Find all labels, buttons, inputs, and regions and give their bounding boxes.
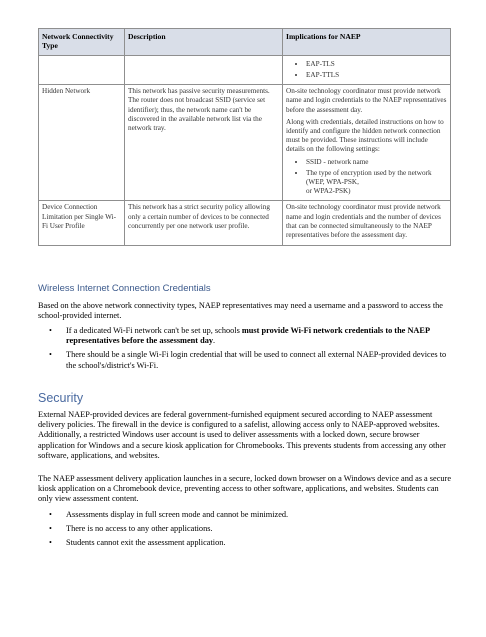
- cell-type: Device Connection Limitation per Single Wi-Fi User Profile: [39, 201, 125, 246]
- bullet-icon: •: [49, 524, 52, 534]
- table-row-continued: [39, 55, 451, 84]
- list-item: • SSID - network name: [306, 158, 447, 167]
- bullet-icon: •: [49, 326, 52, 335]
- bullet-icon: •: [49, 538, 52, 548]
- cell-implications: [283, 85, 451, 201]
- security-bullet-list: [38, 510, 452, 553]
- wireless-intro-paragraph: Based on the above network connectivity types, NAEP representatives may need a username and a password to access the school-provided internet.: [38, 301, 443, 321]
- list-item: • EAP-TLS: [306, 60, 447, 69]
- wireless-bullet-list: [38, 326, 452, 375]
- security-paragraph-1: External NAEP-provided devices are federal government-furnished equipment secured according to NAEP assessment delivery policies. The firewall in the device is configured to a safelist, allowing access only to NAEP-approved websites. Additionally, a restricted Windows user account is used to deliver assessments with a locked down, secure browser application for Windows and a secure kiosk application for Chromebooks. This prevents students from accessing any other software, applications, and websites.: [38, 410, 446, 460]
- bullet-icon: •: [49, 350, 52, 360]
- list-item: • EAP-TTLS: [306, 71, 447, 80]
- list-item: • Students cannot exit the assessment application.: [49, 538, 226, 548]
- cell-type: Hidden Network: [39, 85, 125, 201]
- list-item: • If a dedicated Wi-Fi network can't be set up, schools must provide Wi-Fi network credentials to the NAEP representatives before the assessment day.: [49, 326, 430, 346]
- security-paragraph-2: The NAEP assessment delivery application launches in a secure, locked down browser on a Windows device and as a secure kiosk application on a Chromebook device, preventing access to other software, applications, and websites. Students can only view assessment content.: [38, 474, 451, 504]
- table-row-hidden-network: [39, 85, 451, 201]
- table-row-device-limitation: [39, 201, 451, 246]
- cell-empty: [39, 55, 125, 84]
- list-item: • There should be a single Wi-Fi login credential that will be used to connect all external NAEP-provided devices to the school's/district's Wi-Fi.: [49, 350, 447, 370]
- wireless-credentials-heading: Wireless Internet Connection Credentials: [38, 283, 211, 294]
- header-description: Description: [125, 29, 283, 56]
- cell-implications: [283, 201, 451, 246]
- bullet-icon: •: [49, 510, 52, 519]
- security-heading: Security: [38, 391, 84, 405]
- list-item: • There is no access to any other applications.: [49, 524, 213, 534]
- header-network-type: Network Connectivity Type: [39, 29, 125, 56]
- network-connectivity-table: [38, 28, 451, 246]
- cell-description: This network has a strict security policy allowing only a certain number of devices to be connected concurrently per one network user profile.: [125, 201, 283, 246]
- cell-continued-implications: [283, 55, 451, 84]
- table-header-row: [39, 29, 451, 56]
- implication-text: Along with credentials, detailed instructions on how to identify and configure the hidden network connection must be provided. These instructions will include details on the following settings:: [286, 117, 444, 154]
- list-item: • Assessments display in full screen mode and cannot be minimized.: [49, 510, 289, 519]
- implication-text: On-site technology coordinator must provide network name and login credentials and the number of devices that can be connected simultaneously to the NAEP representatives before the assessment day.: [286, 203, 441, 240]
- cell-empty: [125, 55, 283, 84]
- implication-text: On-site technology coordinator must provide network name and login credentials to the NAEP representatives before the assessment day.: [286, 87, 447, 114]
- list-item: • The type of encryption used by the network (WEP, WPA-PSK, or WPA2-PSK): [306, 169, 447, 197]
- header-implications: Implications for NAEP: [283, 29, 451, 56]
- cell-description: This network has passive security measurements. The router does not broadcast SSID (service set identifier); thus, the network name can't be discovered in the available network list via the network tray.: [125, 85, 283, 201]
